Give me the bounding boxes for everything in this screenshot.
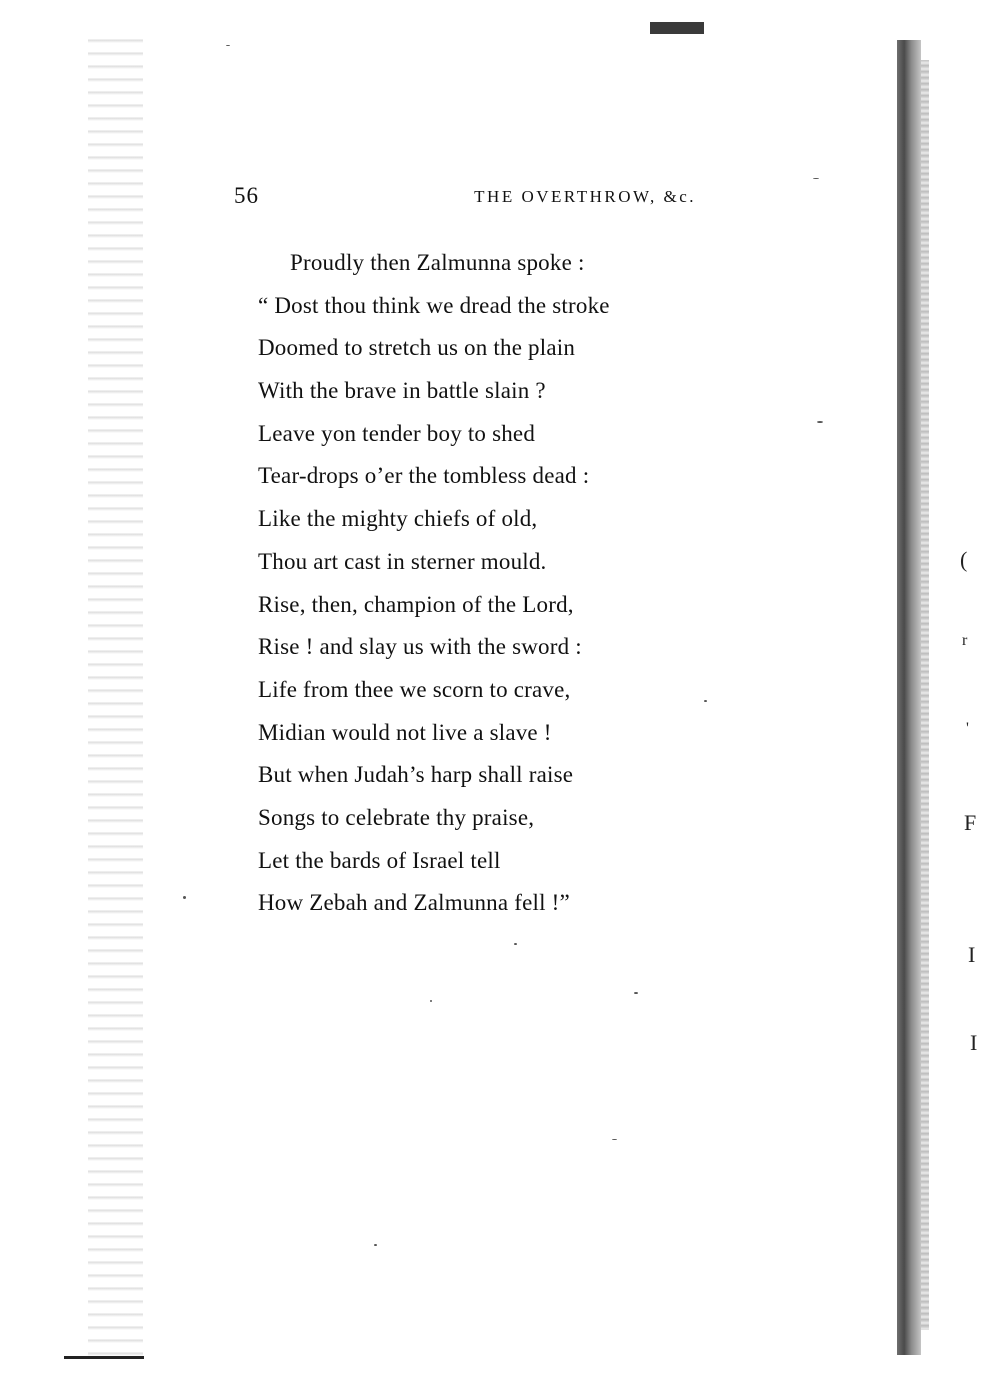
bottom-left-rule [64,1356,144,1359]
facing-page-fragment: F [964,810,977,835]
facing-page-fragment: I [970,1030,978,1055]
scan-speck [612,1139,617,1140]
running-title: THE OVERTHROW, &c. [474,187,696,206]
poem-line: Like the mighty chiefs of old, [258,506,538,532]
page-number: 56 [234,183,259,208]
poem-line: Proudly then Zalmunna spoke : [290,250,585,275]
binding-gutter [897,40,921,1355]
poem [258,242,738,925]
scan-speck [813,178,819,179]
running-head [234,183,696,217]
scan-speck [817,421,823,423]
poem-line: Life from thee we scorn to crave, [258,676,571,702]
gutter-bleed-through [88,30,143,1360]
poem-line: Midian would not live a slave ! [258,719,552,745]
scan-speck [634,992,638,994]
scan-speck [183,896,186,899]
poem-line: Rise, then, champion of the Lord, [258,591,574,617]
poem-line: “ Dost thou think we dread the stroke [258,292,610,318]
scan-speck [374,1244,377,1246]
scan-speck [430,1000,432,1002]
scan-speck [704,700,707,702]
binding-page-edge [921,60,929,1330]
scan-speck [514,943,517,945]
scan-speck [226,45,230,46]
poem-line: How Zebah and Zalmunna fell !” [258,890,570,916]
poem-line: With the brave in battle slain ? [258,378,546,404]
top-edge-mark [650,22,704,34]
poem-line: But when Judah’s harp shall raise [258,762,574,788]
poem-line: Doomed to stretch us on the plain [258,335,576,361]
poem-line: Tear-drops o’er the tombless dead : [258,463,590,489]
facing-page-fragment: ' [966,720,969,737]
poem-line: Rise ! and slay us with the sword : [258,634,582,660]
poem-line: Thou art cast in sterner mould. [258,548,547,574]
facing-page-fragment: r [962,632,968,649]
poem-line: Songs to celebrate thy praise, [258,804,535,830]
poem-line: Leave yon tender boy to shed [258,420,536,446]
facing-page-fragment: I [968,942,976,967]
facing-page-fragment: ( [960,547,968,572]
poem-line: Let the bards of Israel tell [258,847,501,873]
